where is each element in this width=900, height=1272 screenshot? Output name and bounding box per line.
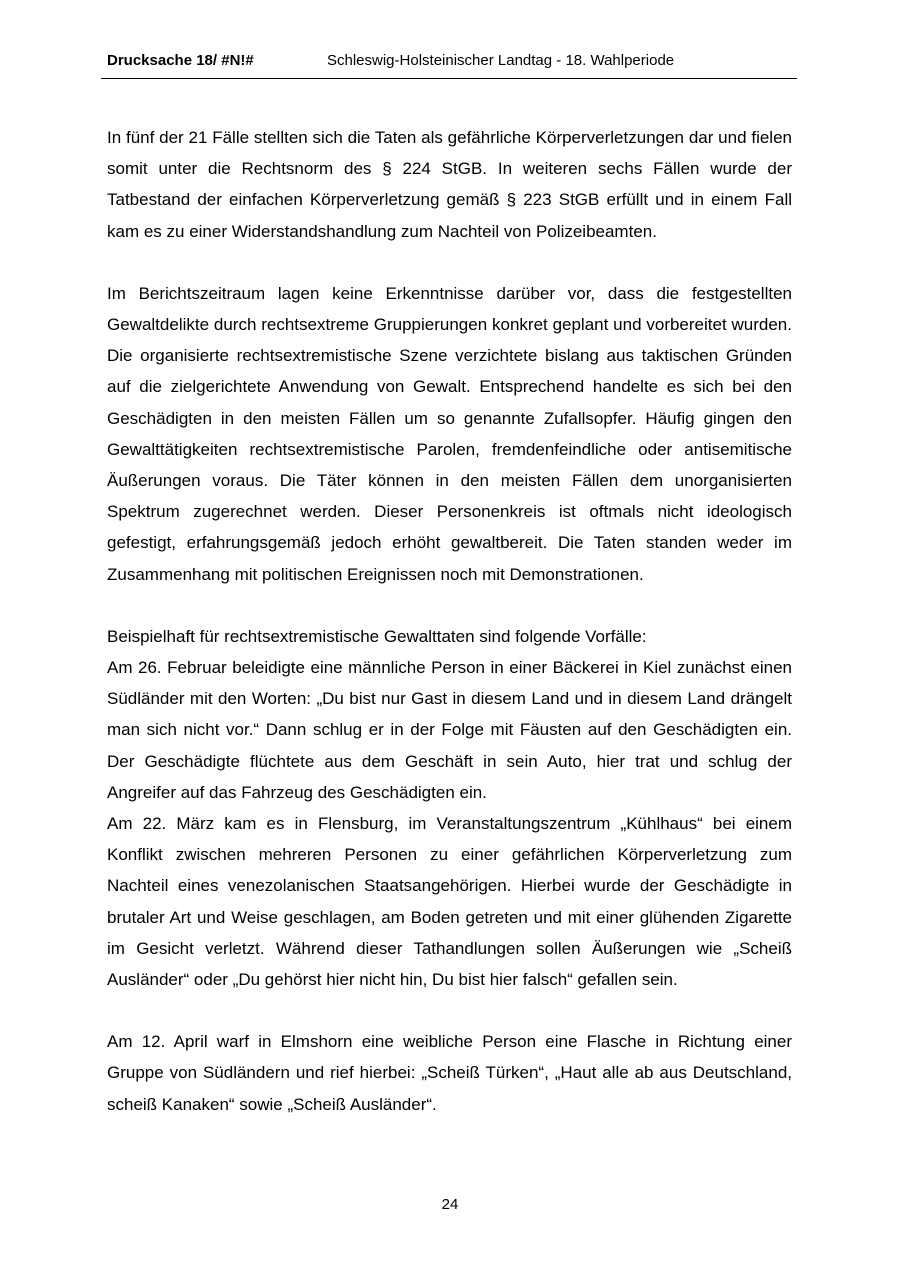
page-header bbox=[101, 50, 797, 79]
paragraph: Beispielhaft für rechtsextremistische Gewalttaten sind folgende Vorfälle: bbox=[107, 626, 647, 646]
paragraph: Am 12. April warf in Elmshorn eine weibliche Person eine Flasche in Richtung einer Gruppe von Südländern und rief hierbei: „Scheiß Türken“, „Haut alle ab aus Deutschland, scheiß Kanaken“ sowie „Scheiß Ausländer“. bbox=[107, 1032, 792, 1114]
page-number: 24 bbox=[441, 1196, 459, 1213]
parliament-title: Schleswig-Holsteinischer Landtag - 18. Wahlperiode bbox=[327, 52, 675, 69]
paragraph: Am 26. Februar beleidigte eine männliche Person in einer Bäckerei in Kiel zunächst einen Südländer mit den Worten: „Du bist nur Gast in diesem Land und in diesem Land drängelt man sich nicht vor.“ Dann schlug er in der Folge mit Fäusten auf den Geschädigten ein. Der Geschädigte flüchtete aus dem Geschäft in sein Auto, hier trat und schlug der Angreifer auf das Fahrzeug des Geschädigten ein. bbox=[107, 658, 792, 802]
paragraph: Am 22. März kam es in Flensburg, im Veranstaltungszentrum „Kühlhaus“ bei einem Konflikt zwischen mehreren Personen zu einer gefährlichen Körperverletzung zum Nachteil eines venezolanischen Staatsangehörigen. Hierbei wurde der Geschädigte in brutaler Art und Weise geschlagen, am Boden getreten und mit einer glühenden Zigarette im Gesicht verletzt. Während dieser Tathandlungen sollen Äußerungen wie „Scheiß Ausländer“ oder „Du gehörst hier nicht hin, Du bist hier falsch“ gefallen sein. bbox=[107, 814, 792, 990]
paragraph: Im Berichtszeitraum lagen keine Erkenntnisse darüber vor, dass die festgestellten Gewaltdelikte durch rechtsextreme Gruppierungen konkret geplant und vorbereitet wurden. Die organisierte rechtsextremistische Szene verzichtete bislang aus taktischen Gründen auf die zielgerichtete Anwendung von Gewalt. Entsprechend handelte es sich bei den Geschädigten in den meisten Fällen um so genannte Zufallsopfer. Häufig gingen den Gewalttätigkeiten rechtsextremistische Parolen, fremdenfeindliche oder antisemitische Äußerungen voraus. Die Täter können in den meisten Fällen dem unorganisierten Spektrum zugerechnet werden. Dieser Personenkreis ist oftmals nicht ideologisch gefestigt, erfahrungsgemäß jedoch erhöht gewaltbereit. Die Taten standen weder im Zusammenhang mit politischen Ereignissen noch mit Demonstrationen. bbox=[107, 283, 792, 584]
document-number: Drucksache 18/ #N!# bbox=[107, 52, 254, 69]
paragraph: In fünf der 21 Fälle stellten sich die Taten als gefährliche Körperverletzungen dar und fielen somit unter die Rechtsnorm des § 224 StGB. In weiteren sechs Fällen wurde der Tatbestand der einfachen Körperverletzung gemäß § 223 StGB erfüllt und in einem Fall kam es zu einer Widerstandshandlung zum Nachteil von Polizeibeamten. bbox=[107, 128, 792, 241]
document-body bbox=[107, 122, 792, 1120]
